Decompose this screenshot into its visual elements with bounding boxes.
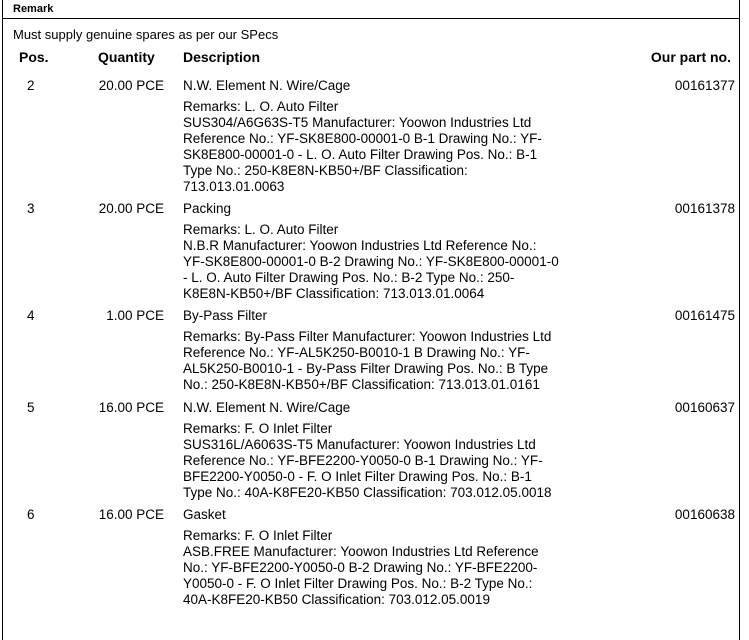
remark-line: Y0050-0 - F. O Inlet Filter Drawing Pos. No.: B-2 Type No.: bbox=[183, 575, 533, 591]
item-remarks bbox=[183, 222, 583, 302]
item-pos: 6 bbox=[27, 507, 35, 522]
item-description: N.W. Element N. Wire/Cage bbox=[183, 78, 351, 93]
header-pos: Pos. bbox=[19, 49, 49, 65]
remark-title: Remark bbox=[13, 3, 54, 15]
item-quantity: 20.00 PCE bbox=[98, 78, 164, 93]
remark-line: SUS316L/A6063S-T5 Manufacturer: Yoowon Industries Ltd bbox=[183, 436, 536, 452]
remark-line: SK8E800-00001-0 - L. O. Auto Filter Drawing Pos. No.: B-1 bbox=[183, 146, 538, 162]
remark-line: No.: 250-K8E8N-KB50+/BF Classification: 713.013.01.0161 bbox=[183, 376, 540, 392]
remark-line: SUS304/A6G63S-T5 Manufacturer: Yoowon Industries Ltd bbox=[183, 114, 532, 130]
remark-line: Reference No.: YF-BFE2200-Y0050-0 B-1 Drawing No.: YF- bbox=[183, 452, 543, 468]
item-part-no: 00161475 bbox=[674, 308, 735, 323]
remark-line: Remarks: By-Pass Filter Manufacturer: Yoowon Industries Ltd bbox=[183, 329, 552, 344]
header-quantity: Quantity bbox=[98, 49, 155, 65]
item-description: Gasket bbox=[183, 507, 226, 522]
remark-line: No.: YF-BFE2200-Y0050-0 B-2 Drawing No.: YF-BFE2200- bbox=[183, 559, 538, 575]
item-quantity: 16.00 PCE bbox=[98, 507, 164, 522]
item-pos: 5 bbox=[27, 400, 35, 415]
item-part-no: 00161378 bbox=[674, 201, 735, 216]
remark-line: Remarks: L. O. Auto Filter bbox=[183, 99, 339, 114]
header-description: Description bbox=[183, 49, 261, 65]
remark-line: - L. O. Auto Filter Drawing Pos. No.: B-2 Type No.: 250- bbox=[183, 269, 515, 285]
remark-line: Remarks: L. O. Auto Filter bbox=[183, 222, 339, 237]
item-remarks bbox=[183, 329, 583, 393]
remark-line: Remarks: F. O Inlet Filter bbox=[183, 421, 333, 436]
item-pos: 3 bbox=[27, 201, 35, 216]
item-description: Packing bbox=[183, 201, 232, 216]
remark-line: Reference No.: YF-SK8E800-00001-0 B-1 Drawing No.: YF- bbox=[183, 130, 542, 146]
document-page bbox=[2, 0, 740, 640]
remark-line: Type No.: 40A-K8FE20-KB50 Classification: 703.012.05.0018 bbox=[183, 484, 552, 500]
item-remarks bbox=[183, 421, 583, 501]
item-quantity: 1.00 PCE bbox=[106, 308, 164, 323]
item-description: N.W. Element N. Wire/Cage bbox=[183, 400, 351, 415]
remark-line: 713.013.01.0063 bbox=[183, 178, 285, 194]
item-remarks bbox=[183, 99, 583, 194]
remark-divider bbox=[3, 18, 739, 19]
item-quantity: 16.00 PCE bbox=[98, 400, 164, 415]
item-part-no: 00161377 bbox=[674, 78, 735, 93]
remark-line: K8E8N-KB50+/BF Classification: 713.013.01.0064 bbox=[183, 285, 485, 301]
remark-line: Reference No.: YF-AL5K250-B0010-1 B Drawing No.: YF- bbox=[183, 344, 530, 360]
remark-text: Must supply genuine spares as per our SPecs bbox=[13, 27, 279, 42]
remark-line: ASB.FREE Manufacturer: Yoowon Industries Ltd Reference bbox=[183, 543, 539, 559]
item-remarks bbox=[183, 528, 583, 608]
remark-line: YF-SK8E800-00001-0 B-2 Drawing No.: YF-SK8E800-00001-0 bbox=[183, 253, 559, 269]
remark-line: 40A-K8FE20-KB50 Classification: 703.012.05.0019 bbox=[183, 591, 490, 607]
remark-line: AL5K250-B0010-1 - By-Pass Filter Drawing Pos. No.: B Type bbox=[183, 360, 549, 376]
item-part-no: 00160638 bbox=[674, 507, 735, 522]
item-pos: 4 bbox=[27, 308, 35, 323]
item-quantity: 20.00 PCE bbox=[98, 201, 164, 216]
remark-line: Type No.: 250-K8E8N-KB50+/BF Classification: bbox=[183, 162, 468, 178]
item-pos: 2 bbox=[27, 78, 35, 93]
remark-line: Remarks: F. O Inlet Filter bbox=[183, 528, 333, 543]
remark-line: N.B.R Manufacturer: Yoowon Industries Ltd Reference No.: bbox=[183, 237, 537, 253]
header-part-no: Our part no. bbox=[650, 49, 731, 65]
item-description: By-Pass Filter bbox=[183, 308, 268, 323]
item-part-no: 00160637 bbox=[674, 400, 735, 415]
remark-line: BFE2200-Y0050-0 - F. O Inlet Filter Drawing Pos. No.: B-1 bbox=[183, 468, 532, 484]
